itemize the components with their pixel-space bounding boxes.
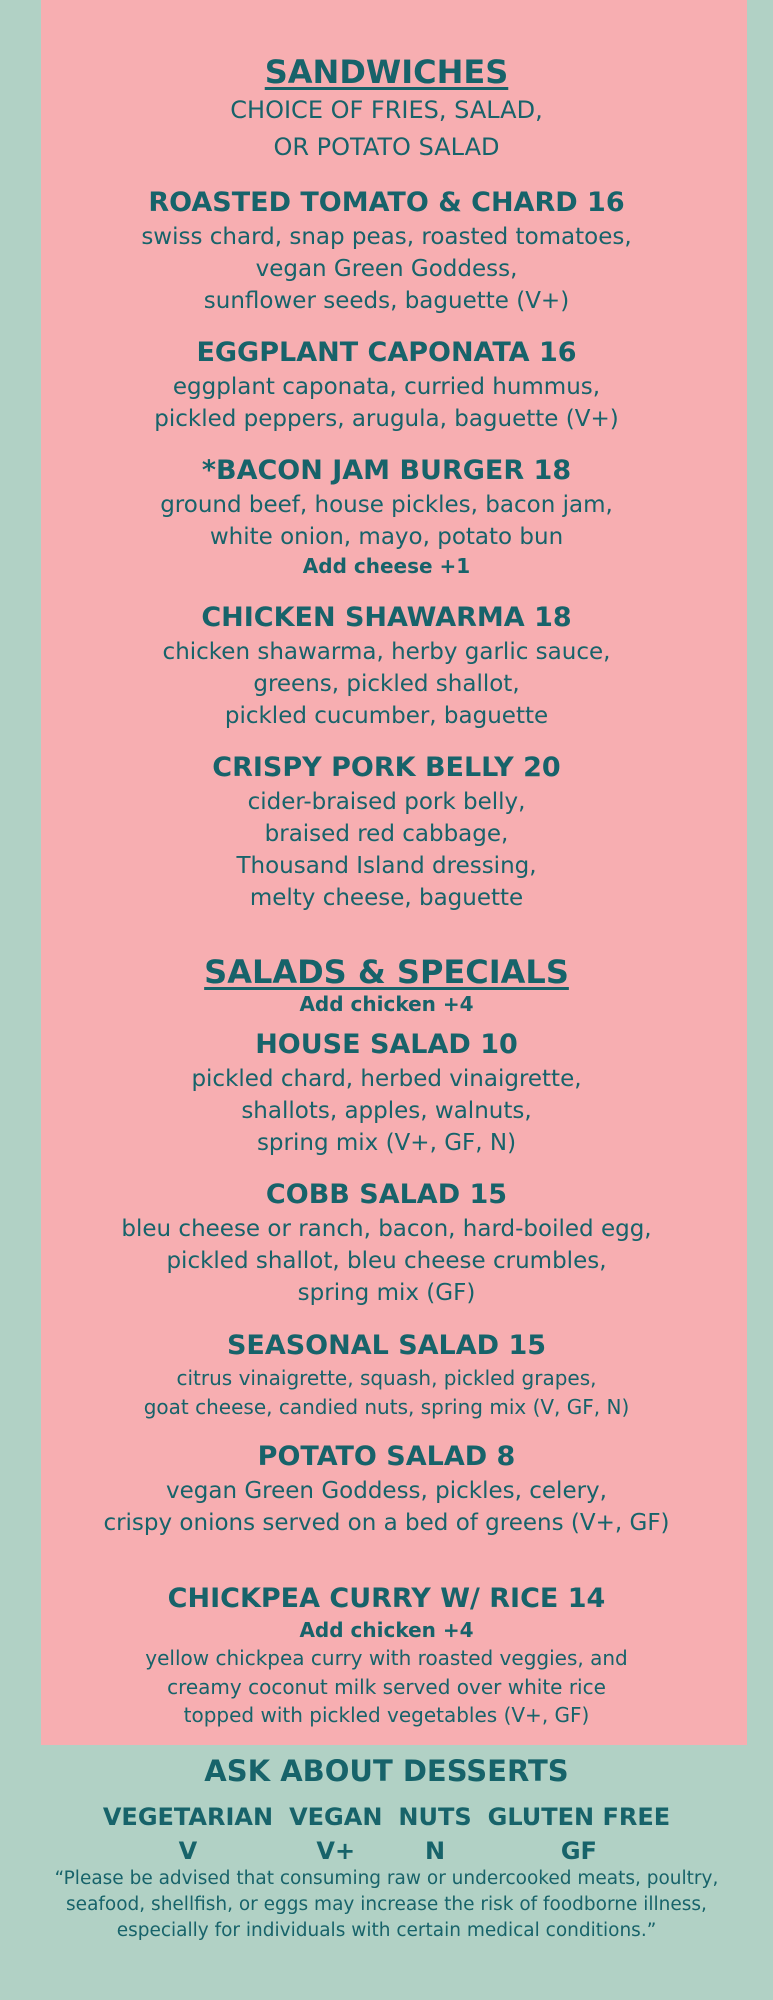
sandwiches-heading: SANDWICHES xyxy=(264,53,509,91)
item-description: spring mix (GF) xyxy=(297,1280,476,1306)
item-description: eggplant caponata, curried hummus, xyxy=(172,374,601,400)
item-description: crispy onions served on a bed of greens (V+, GF) xyxy=(103,1510,670,1536)
menu-item xyxy=(0,335,773,435)
disclaimer-line: seafood, shellfish, or eggs may increase the risk of foodborne illness, xyxy=(66,1894,707,1915)
item-description: vegan Green Goddess, xyxy=(255,256,518,282)
item-title: CRISPY PORK BELLY 20 xyxy=(212,752,561,783)
legend-vegan xyxy=(289,1801,382,1868)
item-title: ROASTED TOMATO & CHARD 16 xyxy=(148,187,625,218)
item-description: topped with pickled vegetables (V+, GF) xyxy=(183,1703,590,1727)
legend-abbr: V+ xyxy=(316,1837,356,1865)
item-description: pickled shallot, bleu cheese crumbles, xyxy=(166,1248,607,1274)
legend-name: GLUTEN FREE xyxy=(487,1803,671,1831)
item-title: SEASONAL SALAD 15 xyxy=(226,1330,547,1361)
legend-name: VEGAN xyxy=(289,1803,383,1831)
item-addon: Add cheese +1 xyxy=(302,554,471,578)
legend-vegetarian xyxy=(103,1801,273,1868)
menu-item xyxy=(0,1328,773,1421)
desserts-heading: ASK ABOUT DESSERTS xyxy=(204,1754,569,1788)
item-description: braised red cabbage, xyxy=(264,821,509,847)
item-description: pickled peppers, arugula, baguette (V+) xyxy=(154,406,619,432)
sandwiches-section xyxy=(0,52,773,166)
item-description: chicken shawarma, herby garlic sauce, xyxy=(162,639,611,665)
menu-item xyxy=(0,600,773,732)
item-description: pickled cucumber, baguette xyxy=(224,703,549,729)
item-description: ground beef, house pickles, bacon jam, xyxy=(160,492,613,518)
menu-item xyxy=(0,1581,773,1730)
item-description: vegan Green Goddess, pickles, celery, xyxy=(166,1478,607,1504)
item-description: citrus vinaigrette, squash, pickled grapes, xyxy=(176,1366,597,1390)
item-description: cider-braised pork belly, xyxy=(247,789,526,815)
disclaimer-line: especially for individuals with certain medical conditions.” xyxy=(116,1920,657,1941)
legend-abbr: V xyxy=(178,1837,198,1865)
item-title: CHICKPEA CURRY W/ RICE 14 xyxy=(167,1583,606,1614)
item-title: *BACON JAM BURGER 18 xyxy=(201,455,572,486)
menu-item xyxy=(0,750,773,914)
item-title: CHICKEN SHAWARMA 18 xyxy=(201,602,572,633)
sandwiches-subtitle-line-1: CHOICE OF FRIES, SALAD, xyxy=(230,96,543,124)
legend-gluten-free xyxy=(488,1801,671,1868)
item-description: melty cheese, baguette xyxy=(249,885,524,911)
legend-name: NUTS xyxy=(398,1803,472,1831)
menu-item xyxy=(0,453,773,580)
salads-section xyxy=(0,952,773,1018)
item-description: sunflower seeds, baguette (V+) xyxy=(203,288,570,314)
item-description: goat cheese, candied nuts, spring mix (V, GF, N) xyxy=(143,1394,630,1419)
menu-item xyxy=(0,1177,773,1309)
item-description: spring mix (V+, GF, N) xyxy=(256,1130,517,1156)
item-description: shallots, apples, walnuts, xyxy=(241,1098,532,1124)
item-title: EGGPLANT CAPONATA 16 xyxy=(196,337,577,368)
salads-addon: Add chicken +4 xyxy=(299,992,474,1016)
item-addon: Add chicken +4 xyxy=(299,1618,474,1642)
item-description: greens, pickled shallot, xyxy=(253,671,520,697)
disclaimer-line: “Please be advised that consuming raw or undercooked meats, poultry, xyxy=(54,1868,719,1889)
item-description: swiss chard, snap peas, roasted tomatoes, xyxy=(141,224,632,250)
item-title: HOUSE SALAD 10 xyxy=(255,1029,518,1060)
health-disclaimer xyxy=(0,1866,773,1944)
salads-heading: SALADS & SPECIALS xyxy=(204,953,569,991)
sandwiches-subtitle-line-2: OR POTATO SALAD xyxy=(273,133,500,161)
desserts-note xyxy=(0,1752,773,1790)
legend-name: VEGETARIAN xyxy=(102,1803,274,1831)
item-description: bleu cheese or ranch, bacon, hard-boiled egg, xyxy=(121,1216,652,1242)
legend-abbr: GF xyxy=(560,1837,597,1865)
item-description: white onion, mayo, potato bun xyxy=(209,524,564,550)
item-description: Thousand Island dressing, xyxy=(236,853,537,879)
item-title: COBB SALAD 15 xyxy=(265,1179,508,1210)
menu-item xyxy=(0,1027,773,1159)
legend-nuts xyxy=(398,1801,471,1868)
item-title: POTATO SALAD 8 xyxy=(257,1441,516,1472)
item-description: yellow chickpea curry with roasted veggies, and xyxy=(145,1646,628,1670)
item-description: pickled chard, herbed vinaigrette, xyxy=(191,1066,582,1092)
menu-item xyxy=(0,1439,773,1539)
dietary-legend xyxy=(0,1801,773,1868)
menu-item xyxy=(0,185,773,317)
item-description: creamy coconut milk served over white rice xyxy=(167,1674,606,1699)
legend-abbr: N xyxy=(424,1837,446,1865)
